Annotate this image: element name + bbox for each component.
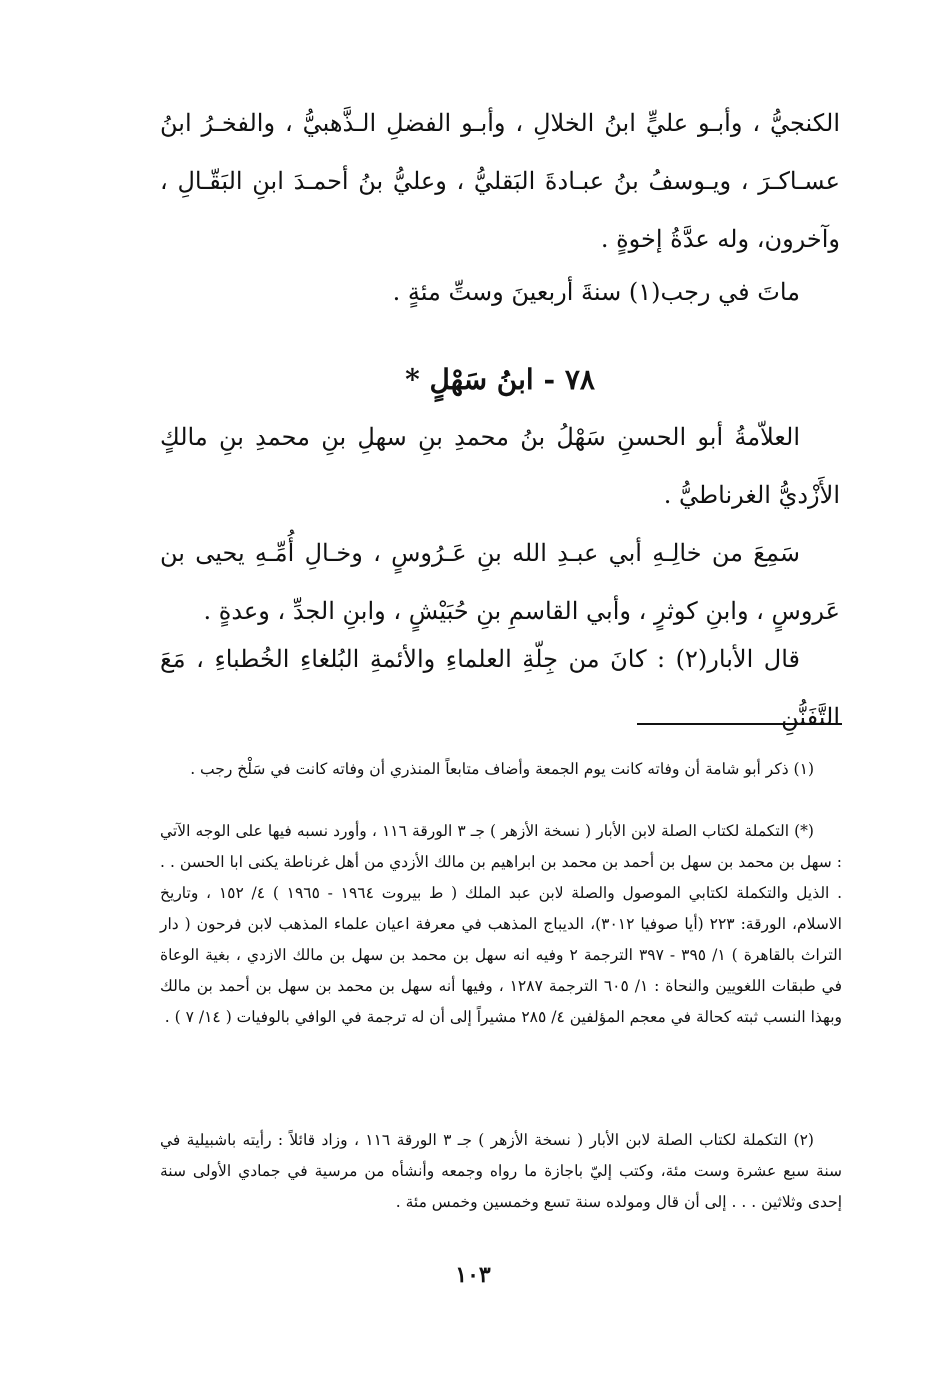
paragraph-teachers: سَمِعَ من خالِـهِ أبي عبـدِ الله بنِ عَـرُوسٍ ، وخـالِ أُمِّـهِ يحيى بن عَروسٍ ، وابنِ كوثرٍ ، وأبي القاسمِ بنِ حُبَيْشٍ ، وابنِ الجدِّ ، وعدةٍ . [160, 539, 840, 625]
entry-heading: ٧٨ - ابنُ سَهْلٍ * [405, 363, 595, 396]
footnote-separator [637, 723, 842, 725]
footnote-2: (٢) التكملة لكتاب الصلة لابن الأبار ( نسخة الأزهر ) جـ ٣ الورقة ١١٦ ، وزاد قائلاً : رأيته باشبيلية في سنة سبع عشرة وست مئة، وكتب إليّ باجازة ما رواه وجمعه وأنشأه من مرسية في جمادي الأولى سنة إحدى وثلاثين . . . إلى أن قال ومولده سنة تسع وخمسين وخمس مئة . [160, 1131, 842, 1211]
page-number: ١٠٣ [455, 1262, 491, 1288]
paragraph-students-list: الكنجيُّ ، وأبـو عليٍّ ابنُ الخلالِ ، وأبـو الفضلِ الـذَّهبيُّ ، والفخـرُ ابنُ عسـاكـرَ ، ويـوسفُ بنُ عبـادةَ البَقليُّ ، وعليُّ بنُ أحمـدَ ابنِ البَقّـالِ ، وآخرون، وله عدَّةُ إخوةٍ . [160, 109, 840, 253]
footnote-star: (*) التكملة لكتاب الصلة لابن الأبار ( نسخة الأزهر ) جـ ٣ الورقة ١١٦ ، وأورد نسبه فيها على الوجه الآتي : سهل بن محمد بن سهل بن أحمد بن محمد بن ابراهيم بن مالك الأزدي من أهل غرناطة يكنى ابا الحسن . . . الذيل والتكملة لكتابي الموصول والصلة لابن عبد الملك ( ط بيروت ١٩٦٤ - ١٩٦٥ ) ٤/ ١٥٢ ، وتاريخ الاسلام، الورقة: ٢٢٣ (أيا صوفيا ٣٠١٢)، الديباج المذهب في معرفة اعيان علماء المذهب لابن فرحون ( دار التراث بالقاهرة ) ١/ ٣٩٥ - ٣٩٧ الترجمة ٢ وفيه انه سهل بن محمد بن سهل بن مالك الازدي ، بغية الوعاة في طبقات اللغويين والنحاة : ١/ ٦٠٥ الترجمة ١٢٨٧ ، وفيها أنه سهل بن محمد بن سهل بن أحمد بن مالك وبهذا النسب ثبته كحالة في معجم المؤلفين ٤/ ٢٨٥ مشيراً إلى أن له ترجمة في الوافي بالوفيات ( ١٤/ ٧ ) . [160, 822, 843, 1026]
paragraph-entry-name: العلاّمةُ أبو الحسنِ سَهْلُ بنُ محمدِ بنِ سهلِ بنِ محمدِ بنِ مالكٍ الأَزْديُّ الغرناطيُّ . [160, 423, 840, 509]
paragraph-death-date: ماتَ في رجب(١) سنةَ أربعينَ وستِّ مئةٍ . [392, 278, 800, 306]
footnote-1: (١) ذكر أبو شامة أن وفاته كانت يوم الجمعة وأضاف متابعاً المنذري أن وفاته كانت في سَلْخ رجب . [190, 760, 814, 778]
paragraph-abbar-quote: قال الأبار(٢) : كانَ من جِلّةِ العلماءِ والأئمةِ البُلغاءِ الخُطباءِ ، مَعَ التَّفَنُّنِ [160, 645, 840, 731]
